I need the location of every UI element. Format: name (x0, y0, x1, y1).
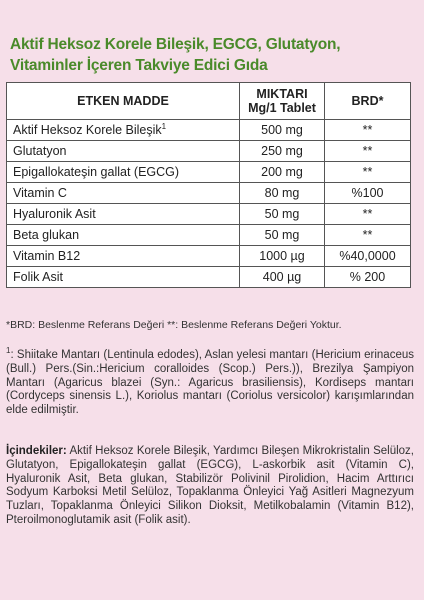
footnote-marker: 1 (6, 346, 11, 356)
ingredient-name: Aktif Heksoz Korele Bileşik (13, 123, 162, 137)
ingredient-name-cell (7, 267, 240, 288)
ingredient-amount: 1000 µg (240, 246, 325, 267)
table-row (7, 141, 411, 162)
ingredient-name: Beta glukan (13, 228, 80, 242)
ingredient-brd: ** (325, 162, 411, 183)
footnote-text: : Shiitake Mantarı (Lentinula edodes), Aslan yelesi mantarı (Hericium erinaceus (Bull.) Pers.(Sin.:Hericium coralloides (Scop.) Pers.)), Brezilya Şampiyon Mantarı (Agaricus blazei (Syn.: Agaricus brasiliensis), Kordiseps mantarı (Cordyceps sinensis L.), Koriolus mantarı (Coriolus versicolor) karışımlarından elde edilmiştir. (6, 349, 414, 417)
header-brd: BRD* (325, 83, 411, 120)
table-row (7, 246, 411, 267)
ingredient-name: Glutatyon (13, 144, 67, 158)
header-amount-line1: MIKTARI (256, 87, 308, 101)
ingredient-brd: ** (325, 204, 411, 225)
ingredient-brd: %40,0000 (325, 246, 411, 267)
table-row (7, 120, 411, 141)
ingredients-text: Aktif Heksoz Korele Bileşik, Yardımcı Bileşen Mikrokristalin Selüloz, Glutatyon, Epigallokateşin gallat (EGCG), L-askorbik asit (Vitamin C), Hyaluronik Asit, Beta glukan, Stabilizör Polivinil Pirolidion, Hacim Arttırıcı Sodyum Karboksi Metil Selüloz, Topaklanma Önleyici Yağ Asitleri Magnezyum Tuzları, Topaklanma Önleyici Silikon Dioksit, Metilkobalamin (Vitamin B12), Pteroilmonoglutamik asit (Folik asit). (6, 445, 414, 526)
brd-note: *BRD: Beslenme Referans Değeri **: Beslenme Referans Değeri Yoktur. (6, 319, 342, 331)
ingredient-amount: 500 mg (240, 120, 325, 141)
ingredient-amount: 80 mg (240, 183, 325, 204)
table-row (7, 267, 411, 288)
ingredients-table (6, 82, 411, 288)
ingredient-amount: 200 mg (240, 162, 325, 183)
header-amount (240, 83, 325, 120)
ingredient-name-cell (7, 162, 240, 183)
ingredient-name-cell (7, 225, 240, 246)
table-row (7, 225, 411, 246)
header-amount-line2: Mg/1 Tablet (248, 101, 316, 115)
ingredient-name-cell (7, 183, 240, 204)
table-row (7, 183, 411, 204)
ingredients-list (6, 445, 414, 528)
header-active-ingredient: ETKEN MADDE (7, 83, 240, 120)
ingredient-name: Vitamin C (13, 186, 67, 200)
ingredient-brd: % 200 (325, 267, 411, 288)
ingredient-name: Folik Asit (13, 270, 64, 284)
ingredient-amount: 250 mg (240, 141, 325, 162)
ingredient-amount: 400 µg (240, 267, 325, 288)
table-header-row (7, 83, 411, 120)
ingredients-label: İçindekiler: (6, 445, 67, 457)
ingredient-name-cell (7, 246, 240, 267)
ingredient-footnote-marker: 1 (161, 121, 167, 131)
ingredient-name: Epigallokateşin gallat (EGCG) (13, 165, 180, 179)
ingredient-name-cell (7, 120, 240, 141)
ingredient-brd: %100 (325, 183, 411, 204)
ingredients-table-body (7, 120, 411, 288)
table-row (7, 162, 411, 183)
footnote (6, 346, 414, 418)
ingredient-name-cell (7, 141, 240, 162)
table-row (7, 204, 411, 225)
ingredient-amount: 50 mg (240, 225, 325, 246)
ingredient-brd: ** (325, 141, 411, 162)
ingredient-name: Vitamin B12 (13, 249, 81, 263)
ingredient-amount: 50 mg (240, 204, 325, 225)
ingredient-brd: ** (325, 225, 411, 246)
product-title: Aktif Heksoz Korele Bileşik, EGCG, Glutatyon, Vitaminler İçeren Takviye Edici Gıda (10, 36, 341, 74)
ingredient-name: Hyaluronik Asit (13, 207, 96, 221)
ingredient-name-cell (7, 204, 240, 225)
ingredient-brd: ** (325, 120, 411, 141)
